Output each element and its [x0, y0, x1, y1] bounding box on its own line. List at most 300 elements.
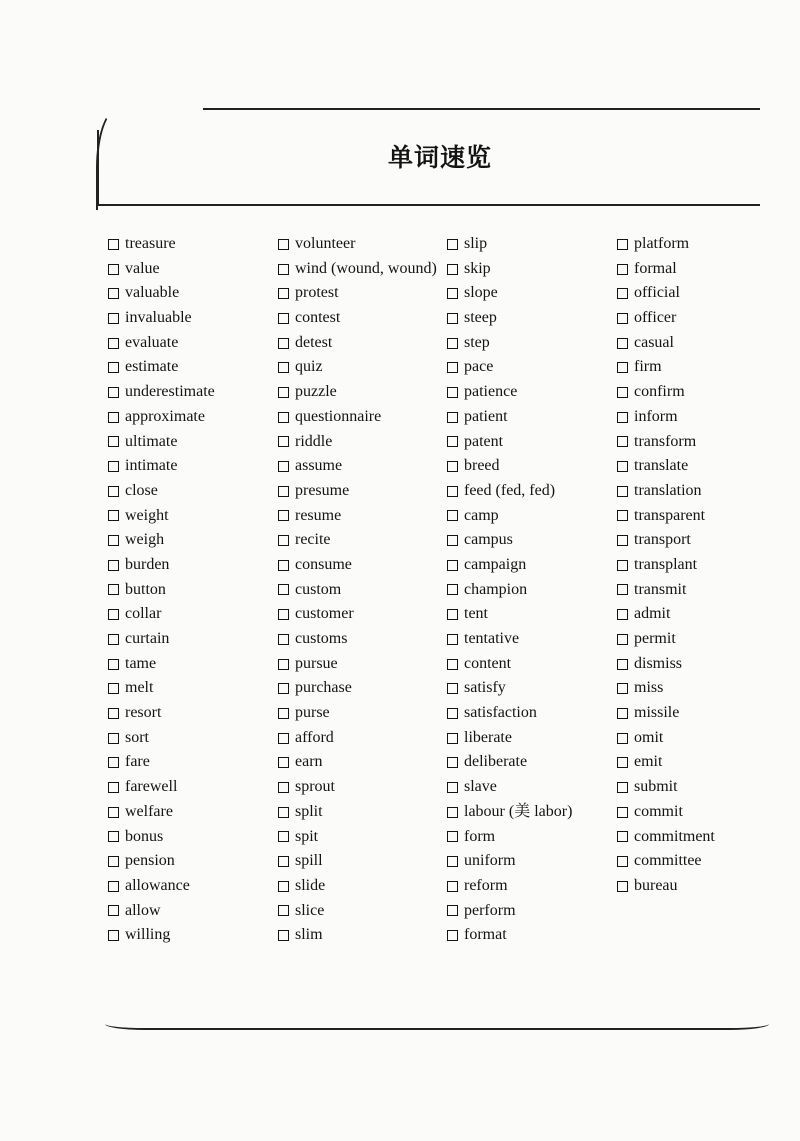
word-item — [278, 405, 453, 430]
word-item — [447, 874, 622, 899]
word-item — [447, 232, 622, 257]
word-item — [617, 331, 792, 356]
checkbox-icon[interactable] — [617, 239, 628, 250]
word-text: pension — [125, 852, 175, 870]
word-text: customs — [295, 630, 348, 647]
word-item — [447, 750, 622, 775]
word-item — [447, 775, 622, 800]
word-item — [617, 405, 792, 430]
checkbox-icon[interactable] — [617, 313, 628, 324]
checkbox-icon[interactable] — [617, 436, 628, 447]
word-text: transparent — [634, 506, 706, 524]
word-item — [447, 701, 622, 726]
word-text: evaluate — [125, 333, 179, 351]
checkbox-icon[interactable] — [447, 609, 458, 620]
checkbox-icon[interactable] — [278, 535, 289, 546]
word-text: omit — [634, 728, 664, 746]
checkbox-icon[interactable] — [617, 634, 628, 645]
word-text: pursue — [295, 654, 338, 672]
word-item — [278, 380, 453, 405]
word-item — [108, 800, 283, 825]
checkbox-icon[interactable] — [278, 436, 289, 447]
word-item — [108, 430, 283, 455]
checkbox-icon[interactable] — [447, 387, 458, 398]
word-item — [617, 355, 792, 380]
checkbox-icon[interactable] — [447, 757, 458, 768]
word-text: assume — [295, 457, 343, 475]
word-item — [617, 652, 792, 677]
word-text: collar — [125, 605, 162, 623]
checkbox-icon[interactable] — [108, 905, 119, 916]
word-item — [617, 750, 792, 775]
checkbox-icon[interactable] — [108, 239, 119, 250]
checkbox-icon[interactable] — [447, 659, 458, 670]
checkbox-icon[interactable] — [108, 584, 119, 595]
checkbox-icon[interactable] — [278, 264, 289, 275]
word-item — [447, 257, 622, 282]
word-item — [447, 578, 622, 603]
word-item — [617, 430, 792, 455]
checkbox-icon[interactable] — [447, 683, 458, 694]
word-item — [617, 849, 792, 874]
word-item — [108, 874, 283, 899]
word-item — [278, 800, 453, 825]
word-text: missile — [634, 704, 680, 722]
checkbox-icon[interactable] — [617, 560, 628, 571]
word-item — [108, 899, 283, 924]
checkbox-icon[interactable] — [447, 905, 458, 916]
checkbox-icon[interactable] — [617, 461, 628, 472]
word-text: protest — [295, 284, 339, 302]
checkbox-icon[interactable] — [108, 362, 119, 373]
word-text: contest — [295, 309, 341, 327]
word-text: welfare — [125, 802, 173, 820]
word-text: slope — [464, 284, 498, 302]
checkbox-icon[interactable] — [447, 782, 458, 793]
word-item — [617, 775, 792, 800]
checkbox-icon[interactable] — [447, 461, 458, 472]
word-item — [108, 627, 283, 652]
word-item — [617, 306, 792, 331]
word-text: puzzle — [295, 383, 337, 401]
word-item — [278, 874, 453, 899]
word-item — [447, 726, 622, 751]
word-item — [617, 825, 792, 850]
checkbox-icon[interactable] — [108, 807, 119, 818]
word-item — [278, 750, 453, 775]
checkbox-icon[interactable] — [108, 831, 119, 842]
checkbox-icon[interactable] — [447, 807, 458, 818]
checkbox-icon[interactable] — [617, 412, 628, 423]
word-item — [617, 257, 792, 282]
checkbox-icon[interactable] — [278, 510, 289, 521]
word-item — [617, 627, 792, 652]
word-item — [447, 676, 622, 701]
word-text: afford — [295, 728, 334, 746]
word-item — [108, 602, 283, 627]
checkbox-icon[interactable] — [278, 362, 289, 373]
word-item — [617, 726, 792, 751]
checkbox-icon[interactable] — [447, 708, 458, 719]
word-text: weigh — [125, 531, 165, 549]
checkbox-icon[interactable] — [278, 412, 289, 423]
word-item — [447, 652, 622, 677]
word-text: skip — [464, 259, 491, 277]
checkbox-icon[interactable] — [447, 239, 458, 250]
checkbox-icon[interactable] — [617, 338, 628, 349]
word-text: slip — [464, 235, 488, 252]
word-text: weight — [125, 506, 169, 524]
word-item — [447, 405, 622, 430]
word-text: wind (wound, wound) — [295, 259, 437, 277]
word-item — [447, 479, 622, 504]
word-text: farewell — [125, 778, 178, 796]
word-item — [108, 849, 283, 874]
checkbox-icon[interactable] — [278, 782, 289, 793]
checkbox-icon[interactable] — [447, 288, 458, 299]
checkbox-icon[interactable] — [447, 313, 458, 324]
checkbox-icon[interactable] — [108, 387, 119, 398]
word-text: translate — [634, 457, 689, 475]
word-item — [278, 504, 453, 529]
checkbox-icon[interactable] — [108, 757, 119, 768]
word-item — [617, 874, 792, 899]
checkbox-icon[interactable] — [617, 831, 628, 842]
word-text: satisfy — [464, 679, 506, 697]
checkbox-icon[interactable] — [278, 807, 289, 818]
checkbox-icon[interactable] — [278, 584, 289, 595]
word-text: emit — [634, 753, 663, 771]
word-text: recite — [295, 531, 331, 549]
word-item — [108, 825, 283, 850]
word-item — [617, 676, 792, 701]
footer-rule — [105, 1022, 769, 1030]
checkbox-icon[interactable] — [108, 486, 119, 497]
checkbox-icon[interactable] — [617, 535, 628, 546]
checkbox-icon[interactable] — [447, 881, 458, 892]
word-item — [617, 232, 792, 257]
word-column-4 — [617, 232, 792, 899]
word-text: bureau — [634, 876, 678, 894]
word-item — [108, 479, 283, 504]
checkbox-icon[interactable] — [278, 609, 289, 620]
word-text: purse — [295, 704, 330, 722]
checkbox-icon[interactable] — [108, 856, 119, 867]
checkbox-icon[interactable] — [108, 535, 119, 546]
word-item — [108, 405, 283, 430]
checkbox-icon[interactable] — [108, 510, 119, 521]
word-text: quiz — [295, 358, 323, 376]
word-text: melt — [125, 679, 154, 697]
word-text: treasure — [125, 235, 176, 252]
checkbox-icon[interactable] — [617, 362, 628, 373]
word-text: bonus — [125, 827, 164, 845]
checkbox-icon[interactable] — [278, 239, 289, 250]
word-text: consume — [295, 555, 352, 573]
word-item — [108, 578, 283, 603]
word-item — [617, 602, 792, 627]
checkbox-icon[interactable] — [447, 486, 458, 497]
word-text: value — [125, 259, 160, 277]
word-text: tentative — [464, 630, 520, 647]
checkbox-icon[interactable] — [447, 560, 458, 571]
checkbox-icon[interactable] — [108, 288, 119, 299]
word-item — [278, 825, 453, 850]
word-text: commit — [634, 802, 683, 820]
word-text: deliberate — [464, 753, 528, 771]
word-item — [617, 701, 792, 726]
checkbox-icon[interactable] — [447, 930, 458, 941]
word-item — [278, 899, 453, 924]
word-text: slice — [295, 901, 325, 919]
word-item — [108, 306, 283, 331]
word-item — [278, 627, 453, 652]
word-item — [108, 257, 283, 282]
word-text: earn — [295, 753, 323, 771]
checkbox-icon[interactable] — [278, 313, 289, 324]
word-text: transport — [634, 531, 691, 549]
word-item — [617, 454, 792, 479]
word-text: purchase — [295, 679, 352, 697]
word-item — [278, 528, 453, 553]
word-item — [278, 923, 453, 948]
word-item — [617, 800, 792, 825]
word-text: allowance — [125, 876, 190, 894]
checkbox-icon[interactable] — [278, 757, 289, 768]
word-text: liberate — [464, 728, 512, 746]
word-text: step — [464, 333, 490, 351]
checkbox-icon[interactable] — [617, 288, 628, 299]
word-item — [278, 652, 453, 677]
word-text: casual — [634, 333, 674, 351]
word-column-2 — [278, 232, 453, 948]
word-text: allow — [125, 901, 161, 919]
word-item — [447, 923, 622, 948]
checkbox-icon[interactable] — [108, 683, 119, 694]
checkbox-icon[interactable] — [278, 856, 289, 867]
header-top-rule — [203, 108, 760, 110]
word-column-3 — [447, 232, 622, 948]
checkbox-icon[interactable] — [447, 362, 458, 373]
word-text: resort — [125, 704, 162, 722]
checkbox-icon[interactable] — [278, 560, 289, 571]
word-text: underestimate — [125, 383, 215, 401]
checkbox-icon[interactable] — [447, 733, 458, 744]
word-text: campus — [464, 531, 513, 549]
word-text: format — [464, 926, 507, 944]
checkbox-icon[interactable] — [108, 659, 119, 670]
checkbox-icon[interactable] — [278, 683, 289, 694]
word-text: formal — [634, 259, 677, 277]
checkbox-icon[interactable] — [278, 708, 289, 719]
checkbox-icon[interactable] — [108, 733, 119, 744]
checkbox-icon[interactable] — [617, 782, 628, 793]
checkbox-icon[interactable] — [617, 264, 628, 275]
checkbox-icon[interactable] — [108, 338, 119, 349]
word-text: estimate — [125, 358, 179, 376]
word-item — [447, 849, 622, 874]
checkbox-icon[interactable] — [617, 881, 628, 892]
checkbox-icon[interactable] — [617, 584, 628, 595]
checkbox-icon[interactable] — [447, 634, 458, 645]
word-text: commitment — [634, 827, 715, 845]
checkbox-icon[interactable] — [108, 412, 119, 423]
header-bottom-rule — [97, 204, 760, 206]
word-item — [278, 232, 453, 257]
word-text: spill — [295, 852, 323, 870]
word-text: volunteer — [295, 235, 356, 252]
word-text: content — [464, 654, 512, 672]
word-text: custom — [295, 580, 342, 598]
word-text: approximate — [125, 407, 205, 425]
word-text: uniform — [464, 852, 516, 870]
word-text: perform — [464, 901, 516, 919]
checkbox-icon[interactable] — [278, 659, 289, 670]
word-item — [108, 232, 283, 257]
word-item — [278, 355, 453, 380]
checkbox-icon[interactable] — [278, 338, 289, 349]
word-item — [108, 380, 283, 405]
word-text: slim — [295, 926, 323, 944]
word-text: satisfaction — [464, 704, 537, 722]
word-text: patient — [464, 407, 508, 425]
word-item — [447, 553, 622, 578]
word-item — [278, 281, 453, 306]
word-item — [278, 701, 453, 726]
checkbox-icon[interactable] — [447, 436, 458, 447]
word-text: valuable — [125, 284, 180, 302]
checkbox-icon[interactable] — [108, 436, 119, 447]
word-text: confirm — [634, 383, 685, 401]
checkbox-icon[interactable] — [617, 387, 628, 398]
word-text: burden — [125, 555, 170, 573]
checkbox-icon[interactable] — [278, 881, 289, 892]
checkbox-icon[interactable] — [447, 584, 458, 595]
word-item — [278, 676, 453, 701]
word-item — [447, 528, 622, 553]
word-item — [617, 504, 792, 529]
checkbox-icon[interactable] — [108, 264, 119, 275]
checkbox-icon[interactable] — [447, 535, 458, 546]
word-text: questionnaire — [295, 407, 382, 425]
checkbox-icon[interactable] — [617, 510, 628, 521]
checkbox-icon[interactable] — [108, 609, 119, 620]
word-text: patent — [464, 432, 504, 450]
word-item — [617, 380, 792, 405]
word-text: sprout — [295, 778, 335, 796]
checkbox-icon[interactable] — [108, 782, 119, 793]
checkbox-icon[interactable] — [617, 708, 628, 719]
word-item — [278, 578, 453, 603]
checkbox-icon[interactable] — [617, 683, 628, 694]
word-text: submit — [634, 778, 678, 796]
word-text: firm — [634, 358, 662, 376]
word-item — [278, 849, 453, 874]
word-text: feed (fed, fed) — [464, 481, 556, 499]
word-text: campaign — [464, 555, 527, 573]
checkbox-icon[interactable] — [108, 634, 119, 645]
checkbox-icon[interactable] — [617, 486, 628, 497]
word-text: customer — [295, 605, 354, 623]
word-item — [278, 257, 453, 282]
checkbox-icon[interactable] — [278, 634, 289, 645]
checkbox-icon[interactable] — [108, 881, 119, 892]
checkbox-icon[interactable] — [278, 733, 289, 744]
word-text: transplant — [634, 555, 698, 573]
checkbox-icon[interactable] — [447, 510, 458, 521]
word-item — [447, 331, 622, 356]
checkbox-icon[interactable] — [278, 387, 289, 398]
word-item — [447, 430, 622, 455]
word-text: tent — [464, 605, 488, 623]
word-text: tame — [125, 654, 157, 672]
word-item — [108, 355, 283, 380]
word-item — [278, 553, 453, 578]
checkbox-icon[interactable] — [278, 831, 289, 842]
word-item — [108, 923, 283, 948]
checkbox-icon[interactable] — [617, 807, 628, 818]
checkbox-icon[interactable] — [617, 757, 628, 768]
checkbox-icon[interactable] — [108, 461, 119, 472]
checkbox-icon[interactable] — [617, 733, 628, 744]
word-text: transform — [634, 432, 697, 450]
checkbox-icon[interactable] — [278, 288, 289, 299]
word-item — [108, 676, 283, 701]
checkbox-icon[interactable] — [108, 708, 119, 719]
word-item — [278, 306, 453, 331]
checkbox-icon[interactable] — [617, 659, 628, 670]
checkbox-icon[interactable] — [447, 856, 458, 867]
checkbox-icon[interactable] — [108, 560, 119, 571]
word-text: button — [125, 580, 166, 598]
checkbox-icon[interactable] — [108, 313, 119, 324]
checkbox-icon[interactable] — [447, 264, 458, 275]
word-text: curtain — [125, 630, 170, 647]
checkbox-icon[interactable] — [278, 930, 289, 941]
checkbox-icon[interactable] — [278, 486, 289, 497]
word-item — [447, 281, 622, 306]
word-text: official — [634, 284, 680, 302]
word-item — [617, 281, 792, 306]
word-text: camp — [464, 506, 499, 524]
word-item — [108, 281, 283, 306]
word-item — [617, 578, 792, 603]
word-text: form — [464, 827, 496, 845]
checkbox-icon[interactable] — [447, 338, 458, 349]
checkbox-icon[interactable] — [278, 905, 289, 916]
word-text: presume — [295, 481, 350, 499]
checkbox-icon[interactable] — [617, 856, 628, 867]
word-item — [617, 553, 792, 578]
checkbox-icon[interactable] — [108, 930, 119, 941]
checkbox-icon[interactable] — [617, 609, 628, 620]
word-text: admit — [634, 605, 671, 623]
word-text: split — [295, 802, 323, 820]
word-text: platform — [634, 235, 690, 252]
word-item — [278, 479, 453, 504]
checkbox-icon[interactable] — [447, 412, 458, 423]
word-item — [447, 380, 622, 405]
word-text: pace — [464, 358, 494, 376]
checkbox-icon[interactable] — [278, 461, 289, 472]
word-text: steep — [464, 309, 497, 327]
word-item — [108, 701, 283, 726]
checkbox-icon[interactable] — [447, 831, 458, 842]
word-item — [447, 306, 622, 331]
word-item — [278, 454, 453, 479]
word-text: sort — [125, 728, 149, 746]
word-text: close — [125, 481, 158, 499]
